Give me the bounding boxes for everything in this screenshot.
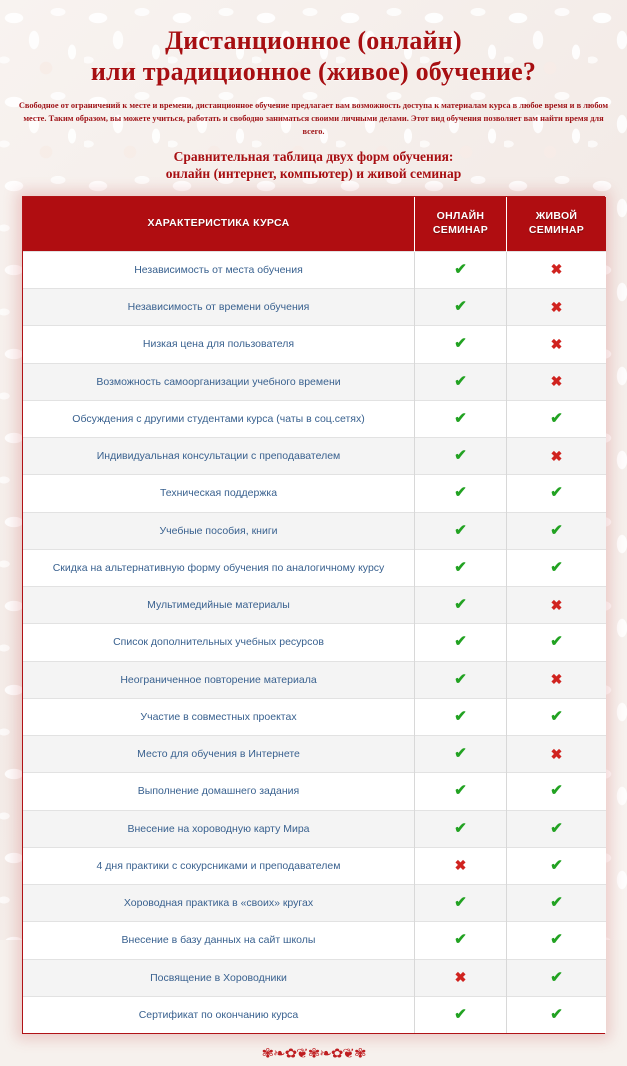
cell-feature: Техническая поддержка <box>23 475 415 512</box>
cell-online-mark <box>415 624 507 661</box>
cell-feature: Хороводная практика в «своих» кругах <box>23 885 415 922</box>
check-icon: ✔ <box>454 521 467 539</box>
table-row <box>23 736 606 773</box>
table-row <box>23 549 606 586</box>
table-row <box>23 698 606 735</box>
check-icon: ✔ <box>550 633 563 651</box>
check-icon: ✔ <box>454 894 467 912</box>
cell-online-mark <box>415 549 507 586</box>
cell-live-mark <box>507 475 607 512</box>
page-title-line-1: Дистанционное (онлайн) <box>165 26 462 55</box>
cell-feature: Посвящение в Хороводники <box>23 959 415 996</box>
column-header-online-line-1: ОНЛАЙН <box>436 210 485 223</box>
table-row <box>23 885 606 922</box>
cell-feature: Сертификат по окончанию курса <box>23 996 415 1033</box>
cell-live-mark <box>507 959 607 996</box>
table-row <box>23 922 606 959</box>
cell-live-mark <box>507 251 607 288</box>
cell-live-mark <box>507 549 607 586</box>
cell-online-mark <box>415 736 507 773</box>
cell-feature: Обсуждения с другими студентами курса (чаты в соц.сетях) <box>23 400 415 437</box>
cell-live-mark <box>507 326 607 363</box>
cell-online-mark <box>415 512 507 549</box>
cell-online-mark <box>415 996 507 1033</box>
page-subtitle <box>18 149 609 181</box>
check-icon: ✔ <box>454 707 467 725</box>
cell-feature: Внесение на хороводную карту Мира <box>23 810 415 847</box>
check-icon: ✔ <box>454 1005 467 1023</box>
cross-icon: ✖ <box>550 671 563 688</box>
cross-icon: ✖ <box>550 373 563 390</box>
cell-live-mark <box>507 847 607 884</box>
ornament-glyphs: ✾❧✿❦✾❧✿❦✾ <box>261 1045 366 1061</box>
cell-live-mark <box>507 698 607 735</box>
cell-live-mark <box>507 996 607 1033</box>
cell-feature: Возможность самоорганизации учебного времени <box>23 363 415 400</box>
check-icon: ✔ <box>550 409 563 427</box>
table-row <box>23 251 606 288</box>
cell-live-mark <box>507 363 607 400</box>
table-row <box>23 996 606 1033</box>
table-row <box>23 587 606 624</box>
check-icon: ✔ <box>550 819 563 837</box>
check-icon: ✔ <box>550 782 563 800</box>
cell-online-mark <box>415 289 507 326</box>
cross-icon: ✖ <box>454 969 467 986</box>
check-icon: ✔ <box>454 931 467 949</box>
cell-feature: Индивидуальная консультации с преподавателем <box>23 438 415 475</box>
cell-feature: Мультимедийные материалы <box>23 587 415 624</box>
cell-online-mark <box>415 438 507 475</box>
check-icon: ✔ <box>454 558 467 576</box>
cross-icon: ✖ <box>550 745 563 762</box>
page-title-line-2: или традиционное (живое) обучение? <box>90 56 537 86</box>
table-row <box>23 475 606 512</box>
check-icon: ✔ <box>454 260 467 278</box>
cell-live-mark <box>507 773 607 810</box>
table-header-row <box>23 197 606 252</box>
cell-feature: Низкая цена для пользователя <box>23 326 415 363</box>
comparison-table <box>23 197 606 1033</box>
column-header-online-line-2: СЕМИНАР <box>432 223 489 236</box>
cell-feature: 4 дня практики с сокурсниками и преподавателем <box>23 847 415 884</box>
cell-live-mark <box>507 624 607 661</box>
column-header-feature: ХАРАКТЕРИСТИКА КУРСА <box>23 197 415 252</box>
check-icon: ✔ <box>454 335 467 353</box>
check-icon: ✔ <box>454 670 467 688</box>
cell-live-mark <box>507 438 607 475</box>
cell-online-mark <box>415 698 507 735</box>
check-icon: ✔ <box>454 484 467 502</box>
check-icon: ✔ <box>550 521 563 539</box>
column-header-online-seminar <box>415 197 507 252</box>
check-icon: ✔ <box>454 409 467 427</box>
table-row <box>23 289 606 326</box>
check-icon: ✔ <box>454 298 467 316</box>
cell-feature: Внесение в базу данных на сайт школы <box>23 922 415 959</box>
cross-icon: ✖ <box>550 447 563 464</box>
cell-online-mark <box>415 400 507 437</box>
cell-online-mark <box>415 326 507 363</box>
check-icon: ✔ <box>454 596 467 614</box>
cell-online-mark <box>415 773 507 810</box>
cell-online-mark <box>415 363 507 400</box>
cross-icon: ✖ <box>550 298 563 315</box>
cross-icon: ✖ <box>550 335 563 352</box>
check-icon: ✔ <box>454 447 467 465</box>
cell-online-mark <box>415 251 507 288</box>
check-icon: ✔ <box>454 819 467 837</box>
table-row <box>23 624 606 661</box>
cross-icon: ✖ <box>454 857 467 874</box>
cell-feature: Выполнение домашнего задания <box>23 773 415 810</box>
cell-online-mark <box>415 810 507 847</box>
check-icon: ✔ <box>550 856 563 874</box>
check-icon: ✔ <box>550 707 563 725</box>
table-row <box>23 326 606 363</box>
cell-feature: Участие в совместных проектах <box>23 698 415 735</box>
table-row <box>23 847 606 884</box>
check-icon: ✔ <box>550 894 563 912</box>
column-header-live-line-1: ЖИВОЙ <box>535 210 578 223</box>
cell-live-mark <box>507 736 607 773</box>
cell-online-mark <box>415 922 507 959</box>
cell-feature: Место для обучения в Интернете <box>23 736 415 773</box>
footer-ornament <box>0 1046 627 1066</box>
cross-icon: ✖ <box>550 261 563 278</box>
cell-feature: Скидка на альтернативную форму обучения по аналогичному курсу <box>23 549 415 586</box>
table-row <box>23 810 606 847</box>
cell-online-mark <box>415 847 507 884</box>
cell-live-mark <box>507 400 607 437</box>
check-icon: ✔ <box>550 484 563 502</box>
table-row <box>23 959 606 996</box>
page-title <box>18 26 609 87</box>
cell-online-mark <box>415 885 507 922</box>
table-body <box>23 251 606 1033</box>
cell-live-mark <box>507 810 607 847</box>
cell-live-mark <box>507 512 607 549</box>
cell-feature: Независимость от места обучения <box>23 251 415 288</box>
page-subtitle-line-2: онлайн (интернет, компьютер) и живой семинар <box>165 165 462 181</box>
cell-feature: Учебные пособия, книги <box>23 512 415 549</box>
check-icon: ✔ <box>550 1005 563 1023</box>
table-head <box>23 197 606 252</box>
table-row <box>23 400 606 437</box>
check-icon: ✔ <box>550 558 563 576</box>
column-header-live-line-2: СЕМИНАР <box>528 223 585 236</box>
check-icon: ✔ <box>454 633 467 651</box>
cross-icon: ✖ <box>550 596 563 613</box>
check-icon: ✔ <box>454 782 467 800</box>
cell-live-mark <box>507 587 607 624</box>
page-subtitle-line-1: Сравнительная таблица двух форм обучения: <box>173 149 454 165</box>
cell-live-mark <box>507 885 607 922</box>
cell-feature: Список дополнительных учебных ресурсов <box>23 624 415 661</box>
check-icon: ✔ <box>550 968 563 986</box>
comparison-table-container <box>22 196 605 1034</box>
check-icon: ✔ <box>454 372 467 390</box>
page-header <box>0 0 627 182</box>
table-row <box>23 661 606 698</box>
table-row <box>23 773 606 810</box>
cell-online-mark <box>415 587 507 624</box>
cell-feature: Неограниченное повторение материала <box>23 661 415 698</box>
column-header-live-seminar <box>507 197 607 252</box>
cell-live-mark <box>507 289 607 326</box>
intro-paragraph: Свободное от ограничений к месте и времени, дистанционное обучение предлагает вам возможность доступа к материалам курса в любое время и в любом месте. Таким образом, вы можете учиться, работать и свободно заниматься своими личными делами. Этот вид обучения позволяет вам найти время для всего. <box>18 101 609 137</box>
cell-live-mark <box>507 922 607 959</box>
cell-online-mark <box>415 959 507 996</box>
check-icon: ✔ <box>454 745 467 763</box>
cell-live-mark <box>507 661 607 698</box>
cell-online-mark <box>415 475 507 512</box>
table-row <box>23 363 606 400</box>
cell-online-mark <box>415 661 507 698</box>
check-icon: ✔ <box>550 931 563 949</box>
table-row <box>23 438 606 475</box>
table-row <box>23 512 606 549</box>
cell-feature: Независимость от времени обучения <box>23 289 415 326</box>
